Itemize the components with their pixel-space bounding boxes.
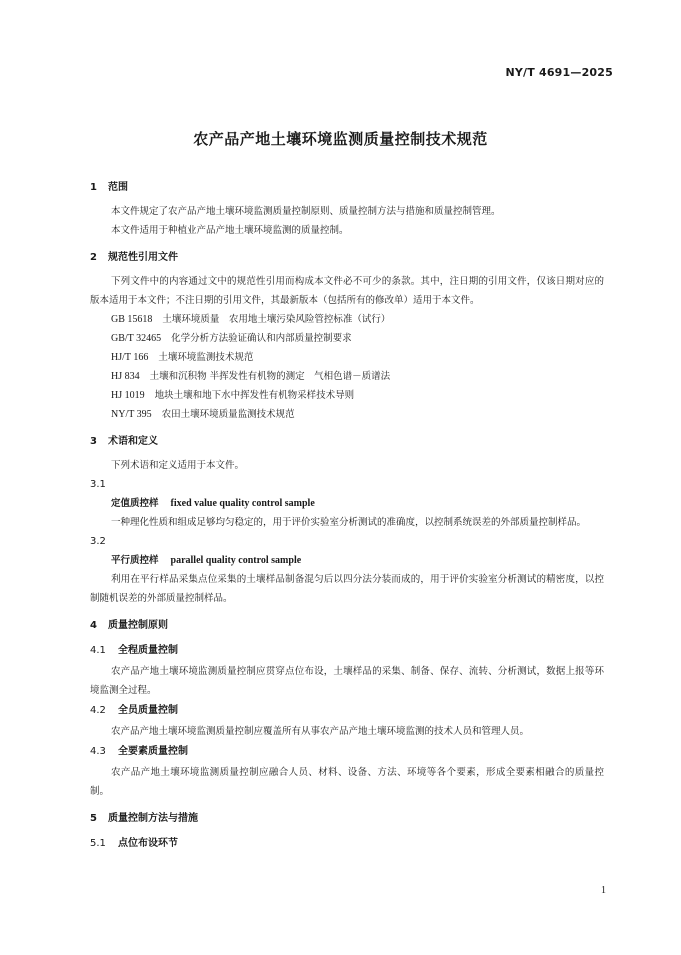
reference-code: HJ/T 166 (111, 352, 149, 363)
section-number: 4 (90, 620, 97, 631)
term-english: parallel quality control sample (170, 555, 302, 566)
reference-title: 地块土壤和地下水中挥发性有机物采样技术导则 (154, 390, 355, 401)
reference-title: 土壤和沉积物 半挥发性有机物的测定 气相色谱－质谱法 (149, 371, 391, 382)
section-heading-qc-methods (90, 808, 604, 829)
section-title: 质量控制原则 (108, 620, 168, 631)
subsection-title: 全程质量控制 (118, 645, 178, 656)
paragraph: 下列文件中的内容通过文中的规范性引用而构成本文件必不可少的条款。其中，注日期的引用文件，仅该日期对应的版本适用于本文件；不注日期的引用文件，其最新版本（包括所有的修改单）适用于本文件。 (90, 276, 604, 306)
paragraph: 下列术语和定义适用于本文件。 (111, 460, 245, 471)
term-english: fixed value quality control sample (170, 498, 315, 509)
subsection-heading (90, 700, 604, 722)
section-heading-scope (90, 177, 604, 198)
reference-item (90, 348, 604, 367)
subsection-title: 全要素质量控制 (118, 746, 188, 757)
paragraph: 农产品产地土壤环境监测质量控制应贯穿点位布设，土壤样品的采集、制备、保存、流转、分析测试，数据上报等环境监测全过程。 (90, 666, 604, 696)
paragraph: 本文件适用于种植业产品产地土壤环境监测的质量控制。 (111, 225, 349, 236)
section-number: 2 (90, 252, 97, 263)
document-body (90, 177, 604, 855)
reference-list (90, 310, 604, 424)
section-heading-normative-references (90, 247, 604, 268)
section-title: 质量控制方法与措施 (108, 813, 198, 824)
reference-title: 农田土壤环境质量监测技术规范 (161, 409, 295, 420)
section-number: 1 (90, 182, 97, 193)
reference-item (90, 367, 604, 386)
term-chinese: 定值质控样 (111, 498, 159, 509)
section-title: 术语和定义 (108, 436, 158, 447)
reference-item (90, 329, 604, 348)
term-chinese: 平行质控样 (111, 555, 159, 566)
section-title: 规范性引用文件 (108, 252, 178, 263)
paragraph: 本文件规定了农产品产地土壤环境监测质量控制原则、质量控制方法与措施和质量控制管理。 (111, 206, 501, 217)
reference-title: 土壤环境质量 农用地土壤污染风险管控标准（试行） (162, 314, 391, 325)
reference-code: NY/T 395 (111, 409, 152, 420)
subsection-title: 点位布设环节 (118, 838, 178, 849)
section-number: 5 (90, 813, 97, 824)
paragraph: 农产品产地土壤环境监测质量控制应覆盖所有从事农产品产地土壤环境监测的技术人员和管理人员。 (111, 726, 530, 737)
section-number: 3 (90, 436, 97, 447)
reference-title: 土壤环境监测技术规范 (158, 352, 254, 363)
paragraph: 农产品产地土壤环境监测质量控制应融合人员、材料、设备、方法、环境等各个要素，形成全要素相融合的质量控制。 (90, 767, 604, 797)
subsection-number: 4.3 (90, 746, 106, 757)
subsection-heading (90, 741, 604, 763)
subsection-number: 4.2 (90, 705, 106, 716)
term-definition: 一种理化性质和组成足够均匀稳定的，用于评价实验室分析测试的准确度，以控制系统误差的外部质量控制样品。 (111, 517, 587, 528)
document-title: 农产品产地土壤环境监测质量控制技术规范 (193, 130, 488, 148)
subsection-heading (90, 640, 604, 662)
page-number: 1 (601, 885, 606, 896)
reference-code: GB/T 32465 (111, 333, 162, 344)
reference-code: HJ 1019 (111, 390, 145, 401)
subsection-number: 5.1 (90, 838, 106, 849)
reference-code: GB 15618 (111, 314, 153, 325)
subsection-number: 4.1 (90, 645, 106, 656)
standard-number: NY/T 4691—2025 (505, 66, 613, 79)
section-heading-terms (90, 431, 604, 452)
reference-item (90, 405, 604, 424)
reference-title: 化学分析方法验证确认和内部质量控制要求 (171, 333, 352, 344)
reference-item (90, 310, 604, 329)
section-title: 范围 (108, 182, 128, 193)
subsection-title: 全员质量控制 (118, 705, 178, 716)
term-number: 3.1 (90, 479, 106, 490)
reference-item (90, 386, 604, 405)
subsection-heading (90, 833, 604, 855)
term-number: 3.2 (90, 536, 106, 547)
term-heading (90, 494, 604, 513)
reference-code: HJ 834 (111, 371, 140, 382)
term-heading (90, 551, 604, 570)
term-definition: 利用在平行样品采集点位采集的土壤样品制备混匀后以四分法分装而成的，用于评价实验室分析测试的精密度，以控制随机误差的外部质量控制样品。 (90, 574, 604, 604)
section-heading-qc-principles (90, 615, 604, 636)
